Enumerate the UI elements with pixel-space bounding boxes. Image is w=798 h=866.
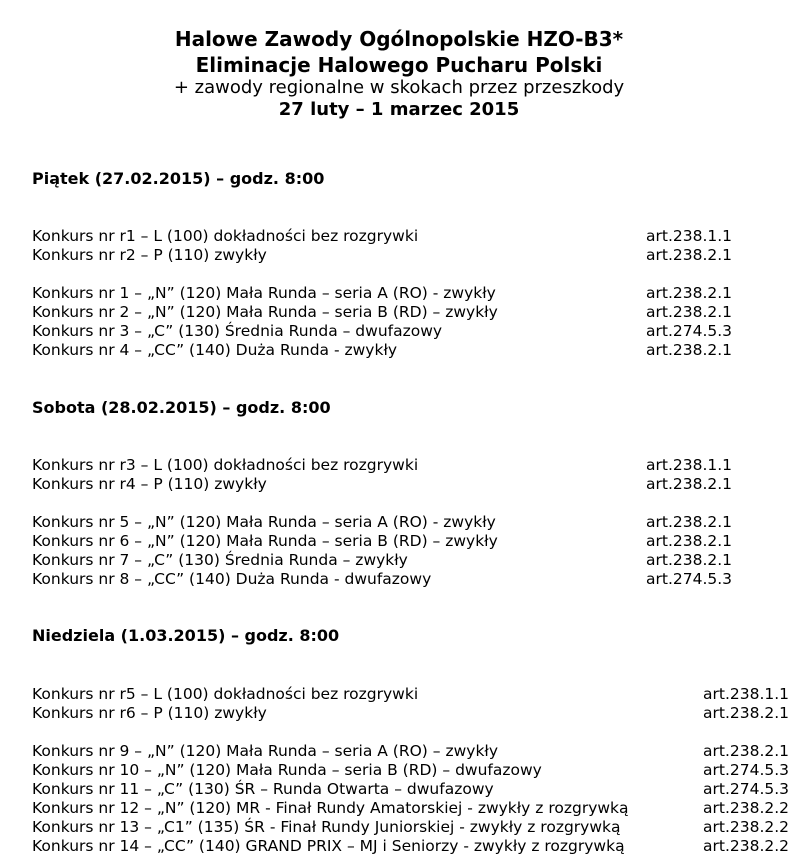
competition-description: Konkurs nr r2 – P (110) zwykły [32, 246, 267, 264]
competition-description: Konkurs nr r4 – P (110) zwykły [32, 475, 267, 493]
event-note: + zawody regionalne w skokach przez przeszkody [173, 77, 625, 98]
competition-description: Konkurs nr 11 – „C” (130) ŚR – Runda Otwarta – dwufazowy [32, 780, 494, 798]
rule-article: art.238.1.1 [646, 456, 733, 474]
competition-description: Konkurs nr r1 – L (100) dokładności bez rozgrywki [32, 227, 419, 245]
competition-description: Konkurs nr 12 – „N” (120) MR - Finał Rundy Amatorskiej - zwykły z rozgrywką [32, 799, 629, 817]
rule-article: art.274.5.3 [646, 570, 733, 588]
day-heading: Piątek (27.02.2015) – godz. 8:00 [32, 169, 325, 188]
rule-article: art.274.5.3 [703, 780, 790, 798]
rule-article: art.238.2.2 [703, 818, 790, 836]
rule-article: art.238.2.1 [703, 704, 790, 722]
competition-description: Konkurs nr 3 – „C” (130) Średnia Runda – dwufazowy [32, 322, 443, 340]
rule-article: art.274.5.3 [646, 322, 733, 340]
rule-article: art.238.2.1 [646, 475, 733, 493]
rule-article: art.238.1.1 [703, 685, 790, 703]
competition-description: Konkurs nr 6 – „N” (120) Mała Runda – seria B (RD) – zwykły [32, 532, 498, 550]
event-subtitle: Eliminacje Halowego Pucharu Polski [195, 53, 603, 77]
rule-article: art.274.5.3 [703, 761, 790, 779]
competition-description: Konkurs nr 13 – „C1” (135) ŚR - Finał Rundy Juniorskiej - zwykły z rozgrywką [32, 818, 621, 836]
competition-description: Konkurs nr 7 – „C” (130) Średnia Runda – zwykły [32, 551, 408, 569]
rule-article: art.238.2.1 [646, 551, 733, 569]
competition-description: Konkurs nr 5 – „N” (120) Mała Runda – seria A (RO) - zwykły [32, 513, 496, 531]
competition-description: Konkurs nr 9 – „N” (120) Mała Runda – seria A (RO) – zwykły [32, 742, 498, 760]
competition-description: Konkurs nr r6 – P (110) zwykły [32, 704, 267, 722]
rule-article: art.238.2.1 [646, 303, 733, 321]
day-heading: Niedziela (1.03.2015) – godz. 8:00 [32, 626, 340, 645]
rule-article: art.238.2.1 [646, 284, 733, 302]
competition-description: Konkurs nr 8 – „CC” (140) Duża Runda - dwufazowy [32, 570, 432, 588]
competition-description: Konkurs nr 14 – „CC” (140) GRAND PRIX – MJ i Seniorzy - zwykły z rozgrywką [32, 837, 625, 855]
event-dates: 27 luty – 1 marzec 2015 [278, 99, 520, 120]
day-heading: Sobota (28.02.2015) – godz. 8:00 [32, 398, 331, 417]
rule-article: art.238.1.1 [646, 227, 733, 245]
rule-article: art.238.2.1 [703, 742, 790, 760]
competition-description: Konkurs nr r5 – L (100) dokładności bez rozgrywki [32, 685, 419, 703]
rule-article: art.238.2.1 [646, 532, 733, 550]
rule-article: art.238.2.2 [703, 799, 790, 817]
rule-article: art.238.2.2 [703, 837, 790, 855]
competition-description: Konkurs nr 2 – „N” (120) Mała Runda – seria B (RD) – zwykły [32, 303, 498, 321]
rule-article: art.238.2.1 [646, 341, 733, 359]
event-title: Halowe Zawody Ogólnopolskie HZO-B3* [174, 27, 624, 51]
rule-article: art.238.2.1 [646, 246, 733, 264]
competition-description: Konkurs nr 4 – „CC” (140) Duża Runda - zwykły [32, 341, 398, 359]
competition-description: Konkurs nr 10 – „N” (120) Mała Runda – seria B (RD) – dwufazowy [32, 761, 542, 779]
competition-description: Konkurs nr r3 – L (100) dokładności bez rozgrywki [32, 456, 419, 474]
rule-article: art.238.2.1 [646, 513, 733, 531]
competition-description: Konkurs nr 1 – „N” (120) Mała Runda – seria A (RO) - zwykły [32, 284, 496, 302]
